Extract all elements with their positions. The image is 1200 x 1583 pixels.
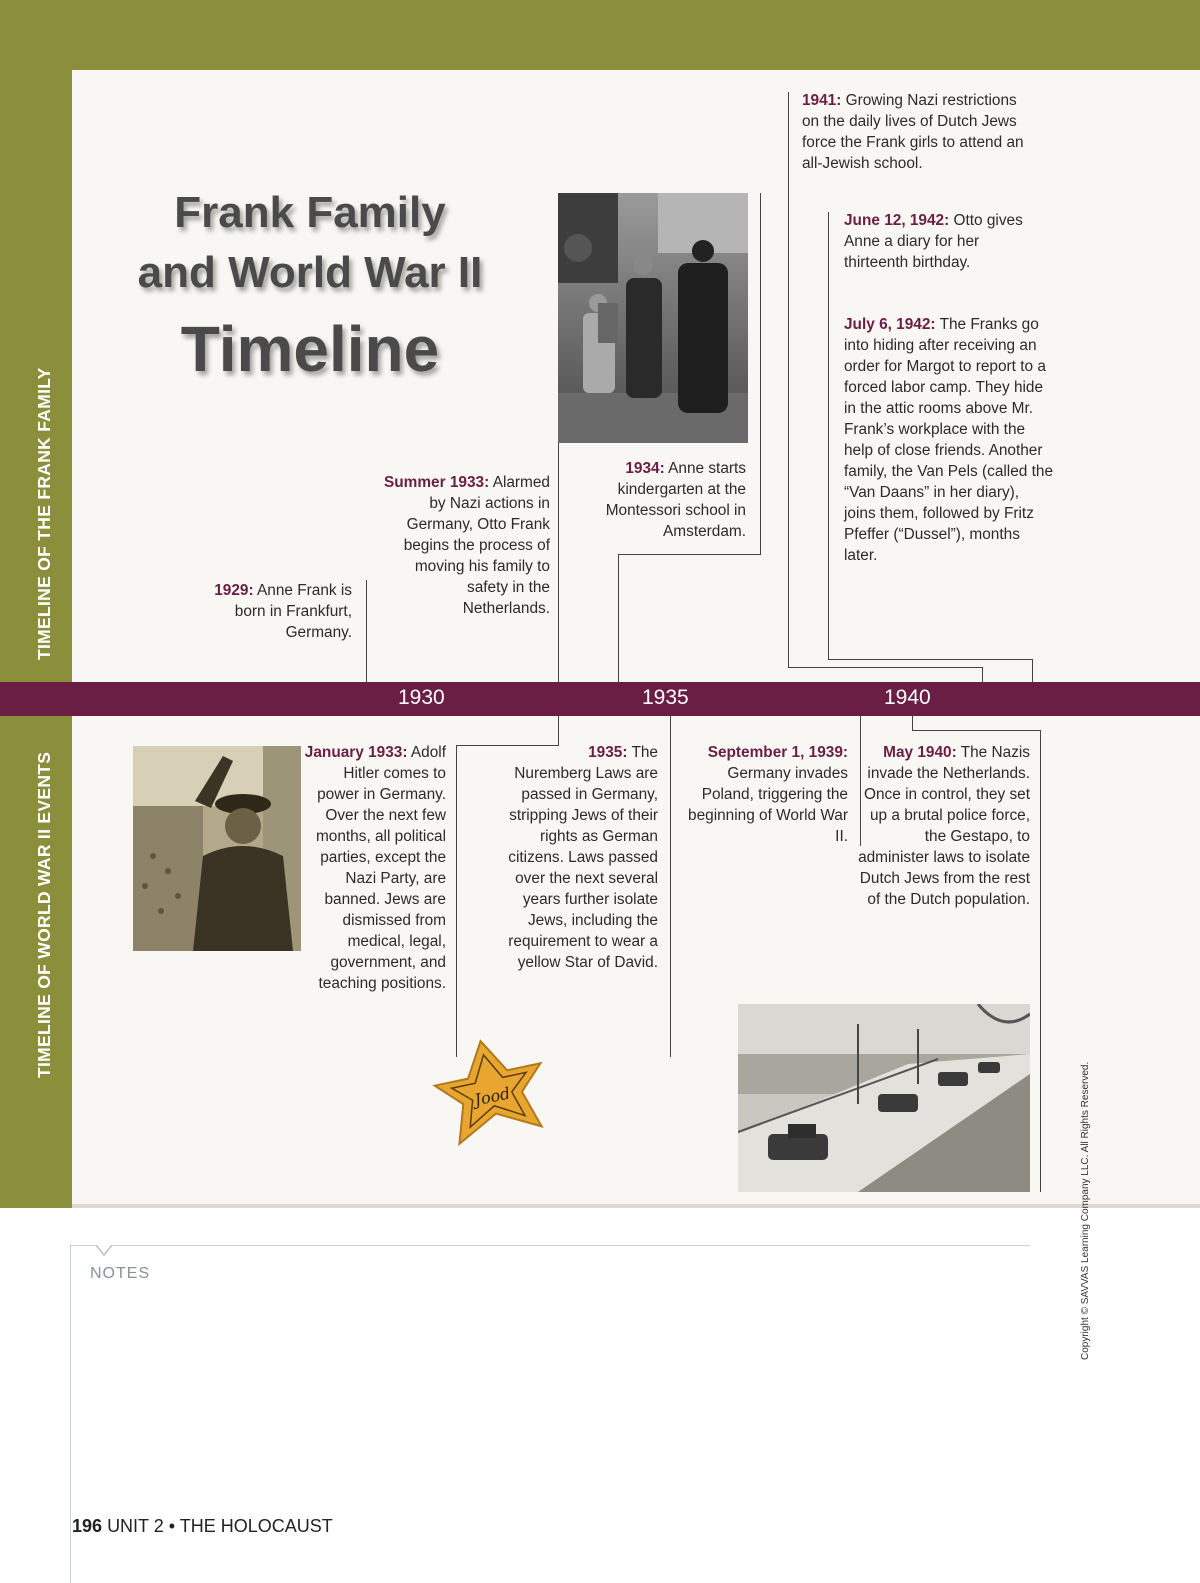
year-1940: 1940 (884, 686, 931, 709)
event-june-1942 (844, 210, 1034, 273)
event-text: The Franks go into hiding after receiving an order for Margot to report to a forced labor camp. They hide in the attic rooms above Mr. Frank’s workplace with the help of close friends. Another family, the Van Pels (called the “Van Daans” in her diary), joins them, followed by Fritz Pfeffer (“Dussel”), months later. (844, 316, 1054, 564)
connector-may-1940-horizontal (912, 730, 1040, 731)
connector-1929 (366, 580, 367, 682)
title-line-1: Frank Family (174, 188, 446, 237)
event-1935 (508, 742, 658, 973)
event-date: 1935: (588, 744, 628, 761)
event-text: Germany invades Poland, triggering the beginning of World War II. (688, 765, 848, 845)
event-date: January 1933: (304, 744, 408, 761)
event-text: The Nazis invade the Netherlands. Once in control, they set up a brutal police force, the Gestapo, to administer laws to isolate Dutch Jews from the rest of the Dutch population. (858, 744, 1030, 908)
event-text: Adolf Hitler comes to power in Germany. Over the next few months, all political parties, except the Nazi Party, are banned. Jews are dismissed from medical, legal, government, and teaching positions. (315, 744, 446, 992)
event-july-1942 (844, 314, 1054, 566)
tanks-bridge-photo (738, 1004, 1030, 1192)
connector-1941-drop (982, 667, 983, 682)
connector-may-1940-drop (912, 716, 913, 731)
event-date: 1929: (214, 582, 254, 599)
year-1930: 1930 (398, 686, 445, 709)
event-date: September 1, 1939: (707, 744, 848, 761)
event-date: 1934: (625, 460, 665, 477)
event-date: May 1940: (883, 744, 957, 761)
connector-1935 (670, 716, 671, 1057)
event-text: Anne Frank is born in Frankfurt, Germany. (234, 582, 352, 641)
title-line-2: and World War II (137, 248, 483, 297)
unit-title: UNIT 2 • THE HOLOCAUST (107, 1516, 333, 1536)
copyright-notice: Copyright © SAVVAS Learning Company LLC. All Rights Reserved. (1080, 1061, 1091, 1360)
event-text: Otto gives Anne a diary for her thirteenth birthday. (844, 212, 1023, 271)
page-number: 196 (72, 1516, 103, 1536)
event-date: June 12, 1942: (844, 212, 950, 229)
sidebar-war-label: TIMELINE OF WORLD WAR II EVENTS (34, 751, 54, 1078)
event-text: The Nuremberg Laws are passed in Germany, stripping Jews of their rights as German citizens. Laws passed over the next several years further isolate Jews, including the requirement to wear a yellow Star of David. (508, 744, 658, 971)
event-text: Alarmed by Nazi actions in Germany, Otto Frank begins the process of moving his family to safety in the Netherlands. (403, 474, 550, 617)
sidebar-family-label: TIMELINE OF THE FRANK FAMILY (34, 367, 54, 660)
panel-shadow (72, 1204, 1200, 1208)
event-january-1933 (302, 742, 446, 994)
event-date: July 6, 1942: (844, 316, 936, 333)
connector-1934-vertical (760, 193, 761, 555)
yellow-star-image (432, 1036, 552, 1154)
connector-jan-1933-vertical (456, 745, 457, 1057)
notes-label: NOTES (90, 1265, 151, 1282)
connector-1941-horizontal (788, 667, 982, 668)
frank-family-photo (558, 193, 748, 443)
connector-1942-drop (1032, 659, 1033, 682)
event-date: 1941: (802, 92, 842, 109)
connector-1942-vertical (828, 212, 829, 660)
year-1935: 1935 (642, 686, 689, 709)
connector-1934-drop (618, 554, 619, 682)
star-badge-text: Jood (472, 1083, 512, 1110)
event-september-1939 (676, 742, 848, 847)
event-text: Growing Nazi restrictions on the daily lives of Dutch Jews force the Frank girls to attend an all-Jewish school. (802, 92, 1024, 172)
event-may-1940 (852, 742, 1030, 910)
page-footer (72, 1516, 333, 1537)
title-line-3: Timeline (180, 313, 440, 385)
top-color-bar (0, 0, 1200, 70)
event-date: Summer 1933: (384, 474, 490, 491)
event-1934 (578, 458, 746, 542)
event-1929 (190, 580, 352, 643)
connector-1942-horizontal (828, 659, 1032, 660)
hitler-photo (133, 746, 301, 951)
event-text: Anne starts kindergarten at the Montessori school in Amsterdam. (605, 460, 746, 540)
connector-1941-vertical (788, 92, 789, 668)
event-summer-1933 (382, 472, 550, 619)
connector-may-1940-vertical (1040, 730, 1041, 1192)
event-1941 (802, 90, 1028, 174)
connector-summer-1933 (558, 443, 559, 682)
timeline-band (0, 682, 1200, 716)
connector-1934-horizontal (618, 554, 761, 555)
